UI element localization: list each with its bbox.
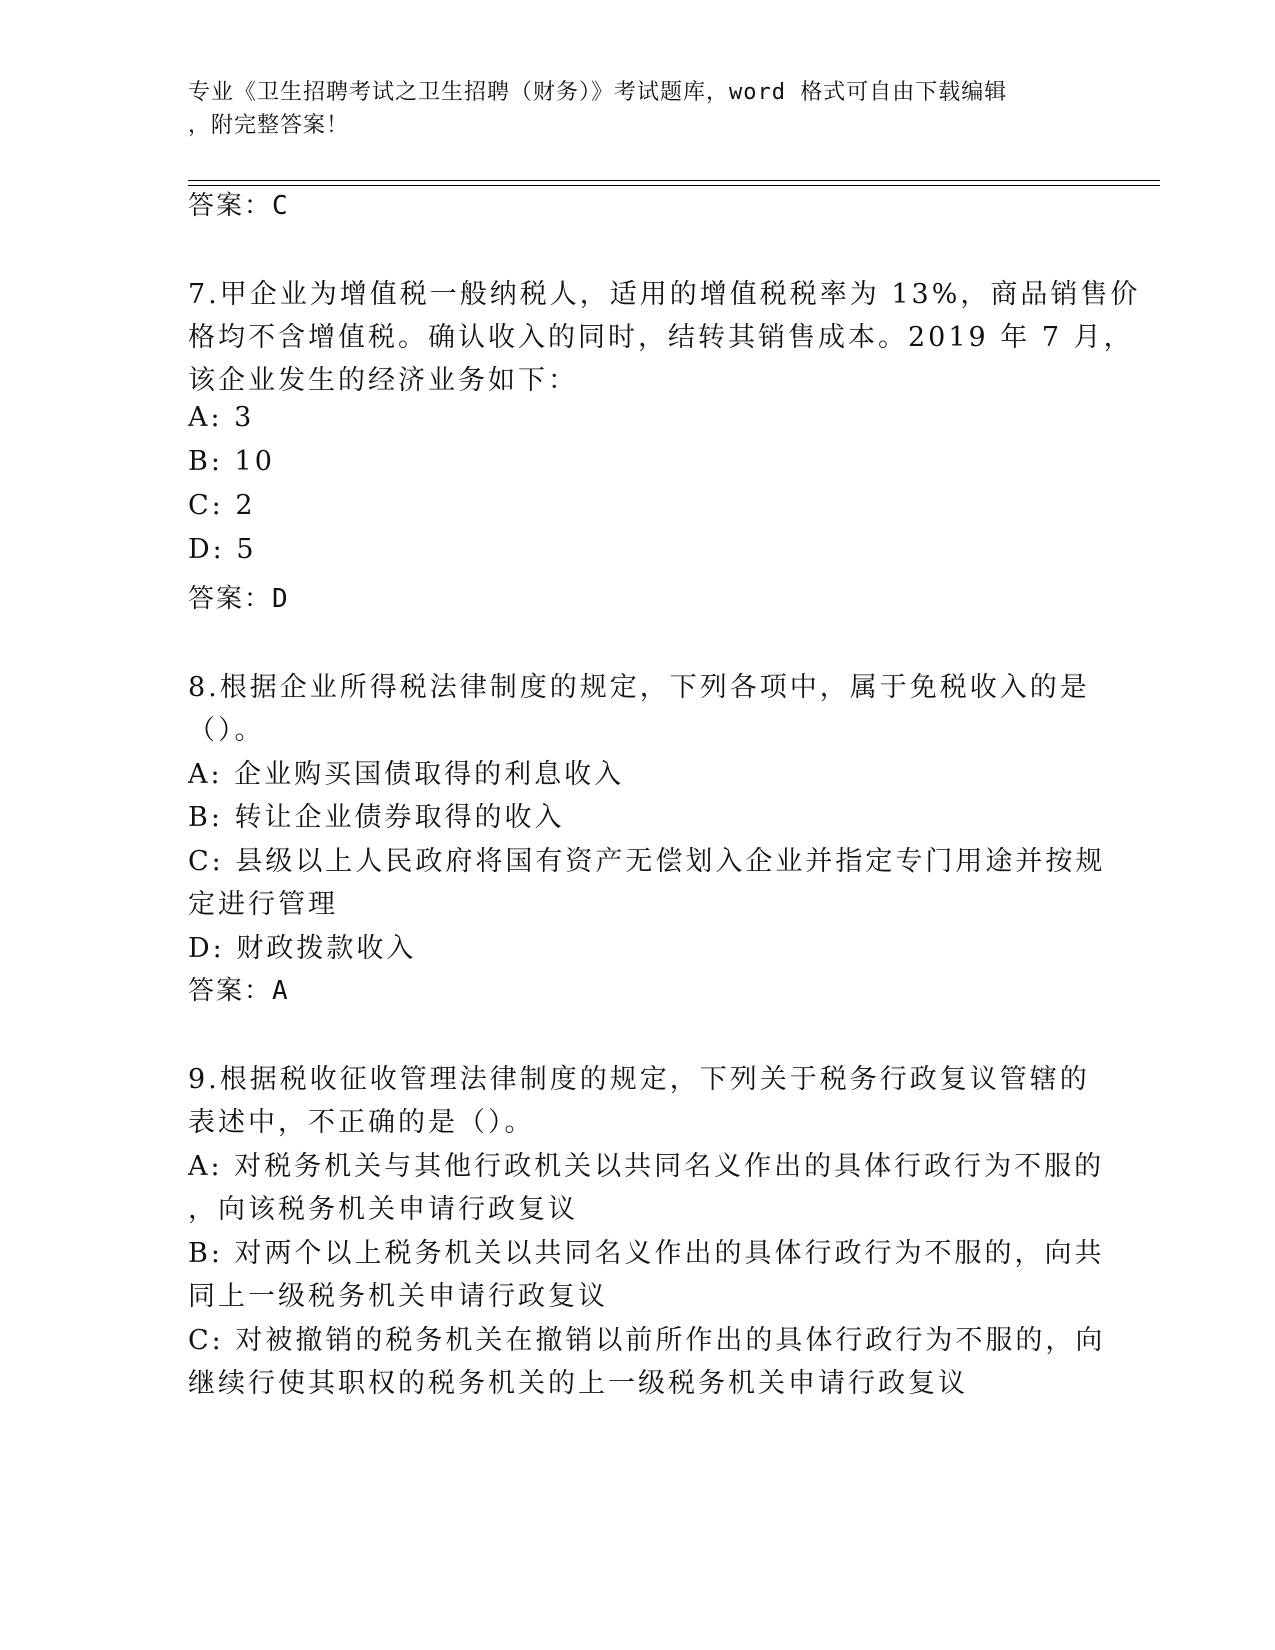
- q9-option-c-line-2: 继续行使其职权的税务机关的上一级税务机关申请行政复议: [188, 1368, 968, 1399]
- answer-prev-question: 答案：C: [188, 191, 290, 221]
- header-line-1: 专业《卫生招聘考试之卫生招聘（财务）》考试题库，word 格式可自由下载编辑: [188, 80, 1008, 105]
- q7-option-d: D: 5: [188, 534, 257, 565]
- q7-option-c: C: 2: [188, 490, 256, 521]
- header-rule-bottom: [188, 185, 1160, 186]
- q7-option-a: A: 3: [188, 402, 255, 433]
- q7-answer: 答案：D: [188, 584, 290, 614]
- q7-stem-line-3: 该企业发生的经济业务如下：: [188, 365, 578, 396]
- header-rule-top: [188, 180, 1160, 181]
- q9-option-a-line-1: A: 对税务机关与其他行政机关以共同名义作出的具体行政行为不服的: [188, 1151, 1105, 1182]
- q7-stem-line-1: 7.甲企业为增值税一般纳税人，适用的增值税税率为 13%，商品销售价: [188, 279, 1141, 310]
- q8-option-a: A: 企业购买国债取得的利息收入: [188, 759, 625, 790]
- header-line-2: ，附完整答案！: [188, 113, 350, 138]
- q9-option-b-line-1: B: 对两个以上税务机关以共同名义作出的具体行政行为不服的，向共: [188, 1238, 1105, 1269]
- page-header: [188, 76, 1088, 142]
- q7-option-b: B: 10: [188, 446, 275, 477]
- q8-stem-line-1: 8.根据企业所得税法律制度的规定，下列各项中，属于免税收入的是: [188, 672, 1090, 703]
- q9-stem-line-1: 9.根据税收征收管理法律制度的规定，下列关于税务行政复议管辖的: [188, 1064, 1090, 1095]
- q9-stem-line-2: 表述中，不正确的是（）。: [188, 1107, 535, 1138]
- q8-answer: 答案：A: [188, 976, 290, 1006]
- q7-stem-line-2: 格均不含增值税。确认收入的同时，结转其销售成本。2019 年 7 月，: [188, 322, 1134, 353]
- q9-option-a-line-2: ，向该税务机关申请行政复议: [188, 1194, 578, 1225]
- q8-option-b: B: 转让企业债券取得的收入: [188, 802, 565, 833]
- q9-option-c-line-1: C: 对被撤销的税务机关在撤销以前所作出的具体行政行为不服的，向: [188, 1325, 1106, 1356]
- q8-stem-line-2: （）。: [188, 715, 265, 746]
- q8-option-c-line-2: 定进行管理: [188, 889, 338, 920]
- q8-option-d: D: 财政拨款收入: [188, 933, 417, 964]
- q9-option-b-line-2: 同上一级税务机关申请行政复议: [188, 1281, 608, 1312]
- q8-option-c-line-1: C: 县级以上人民政府将国有资产无偿划入企业并指定专门用途并按规: [188, 846, 1106, 877]
